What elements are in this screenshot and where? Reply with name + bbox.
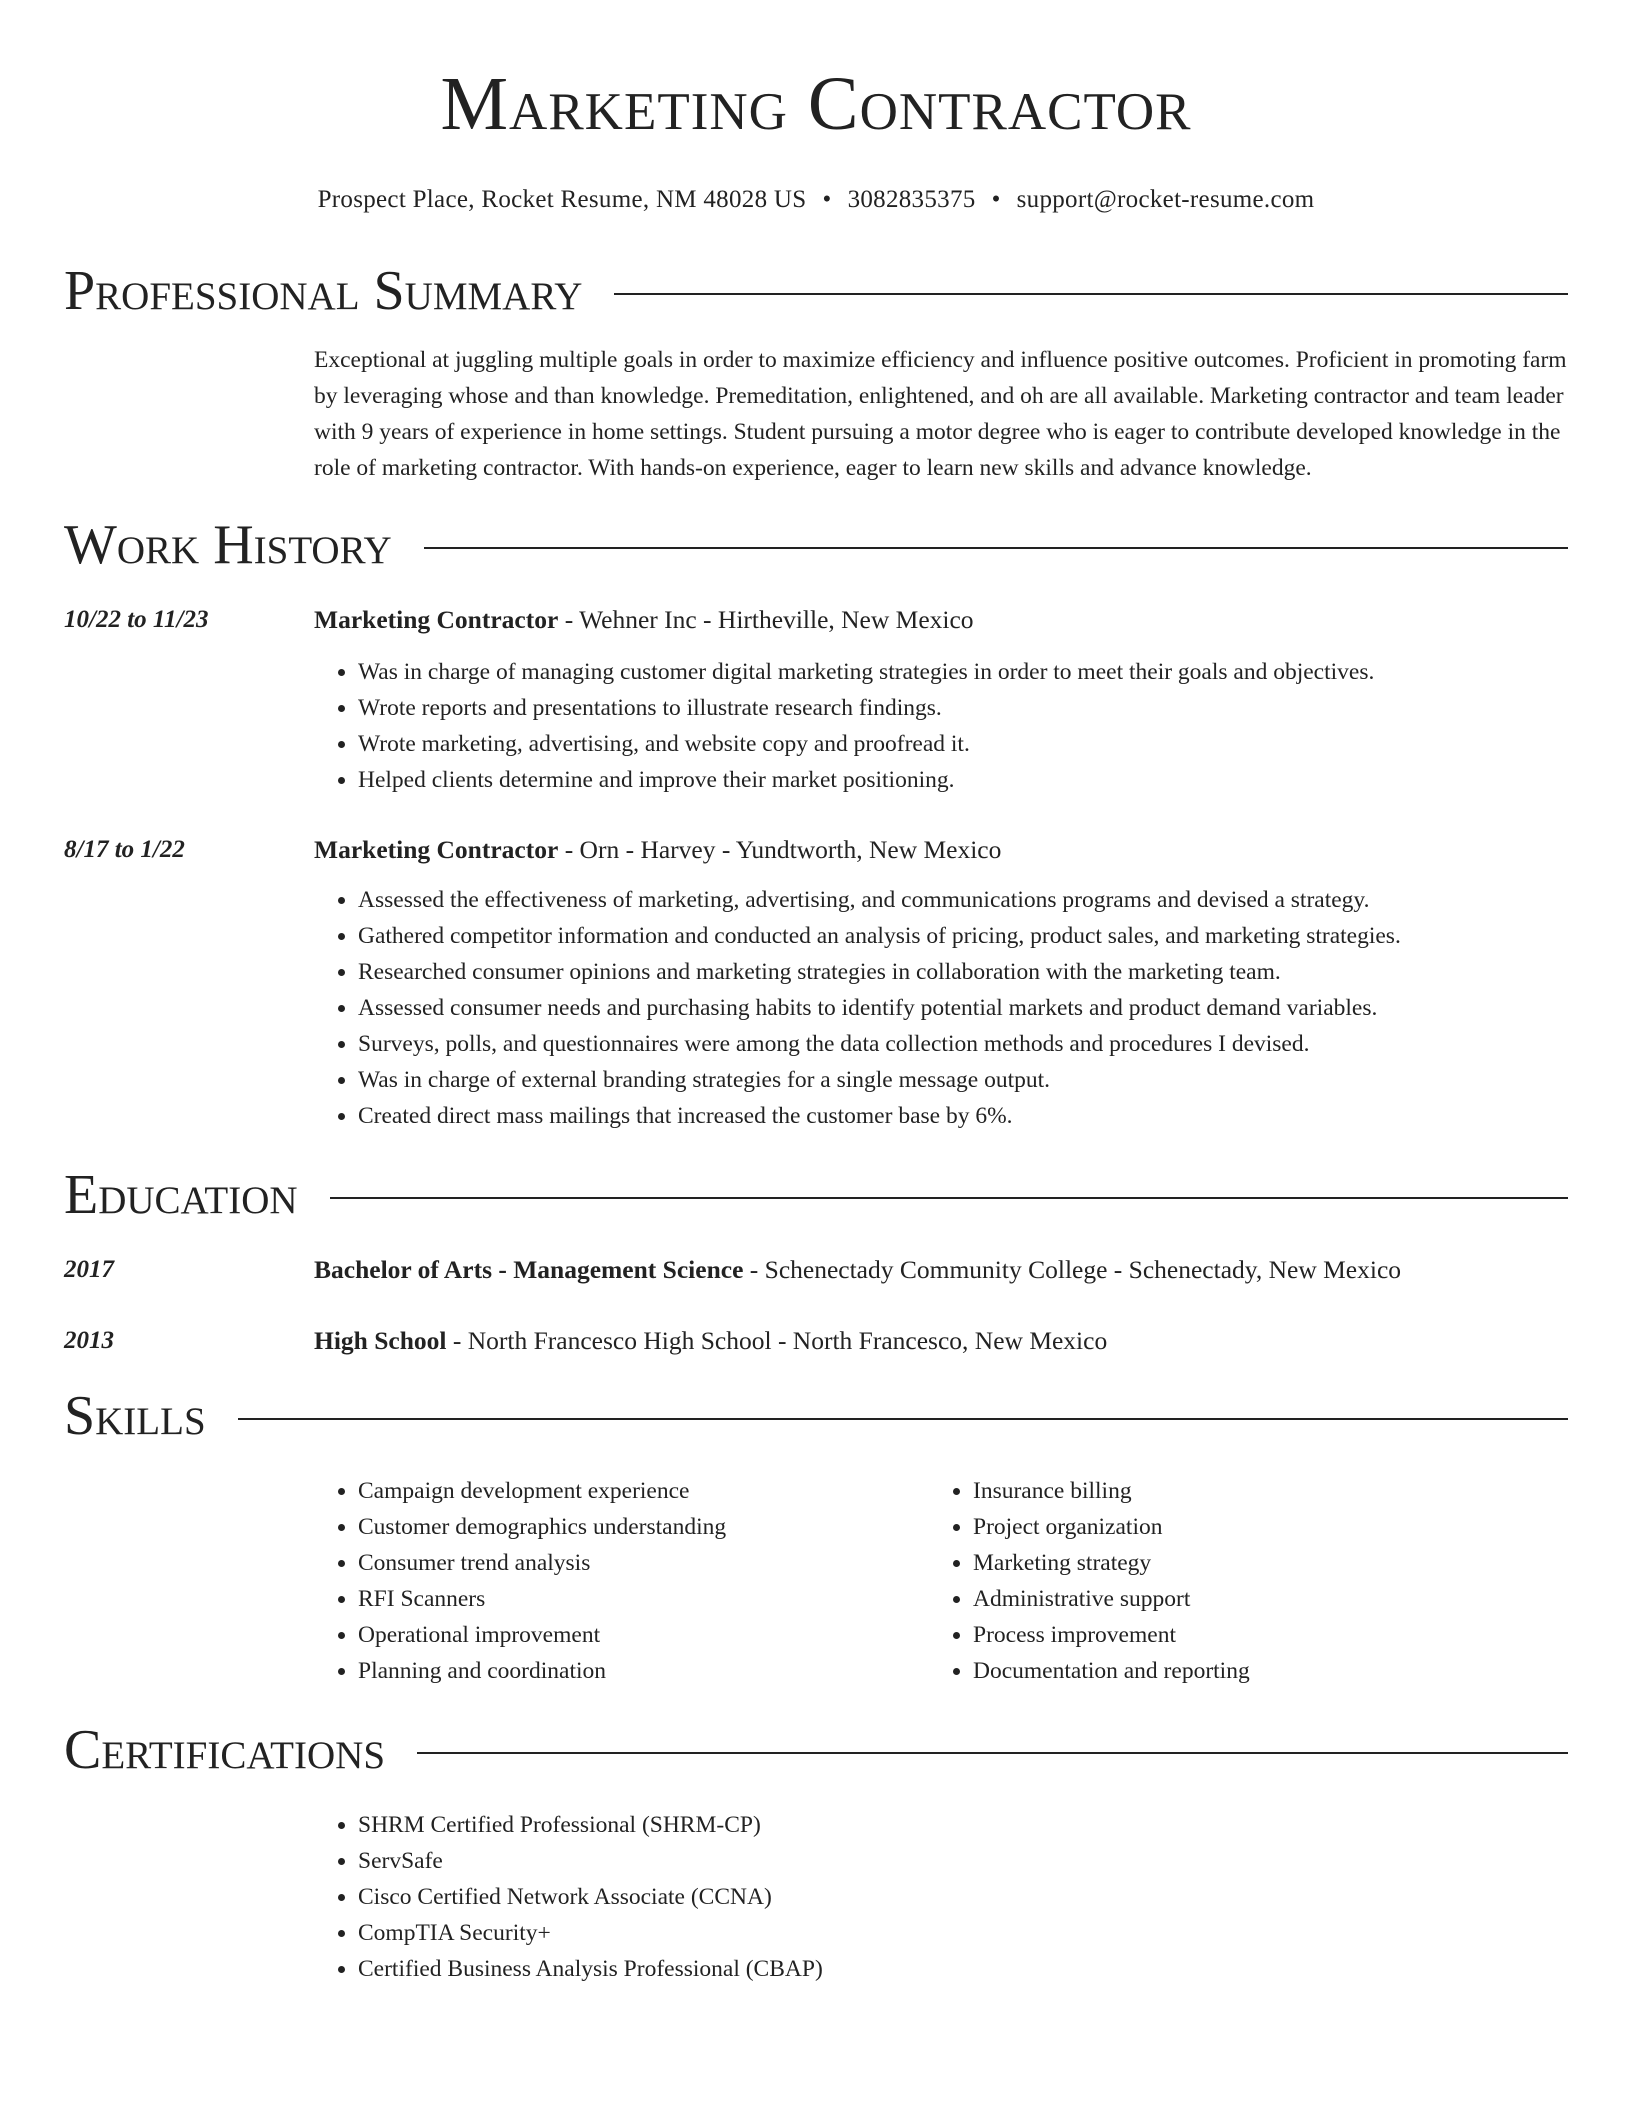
certifications-list (314, 1807, 1568, 1987)
education-year: 2013 (64, 1327, 114, 1354)
job-title: Marketing Contractor (314, 605, 559, 634)
section-header (64, 1162, 1568, 1228)
skills-list (314, 1473, 929, 1689)
job-heading (314, 602, 1568, 638)
summary-text: Exceptional at juggling multiple goals in order to maximize efficiency and influence positive outcomes. Proficient in promoting farm by leveraging whose and than knowledge. Premeditation, enlightened, and oh are all available. Marketing contractor and team leader with 9 years of experience in home settings. Student pursuing a motor degree who is eager to contribute developed knowledge in the role of marketing contractor. With hands-on experience, eager to learn new skills and advance knowledge. (314, 347, 1567, 481)
job-dates: 8/17 to 1/22 (64, 836, 185, 863)
contact-separator: • (991, 186, 1001, 213)
section-divider (238, 1418, 1568, 1420)
skills-column-right (929, 1473, 1544, 1689)
job-body (314, 602, 1568, 798)
section-title-skills: Skills (64, 1385, 206, 1447)
job-title: Marketing Contractor (314, 835, 559, 864)
section-title-work: Work History (64, 514, 392, 576)
section-divider (417, 1752, 1568, 1754)
section-header (64, 1717, 1568, 1783)
contact-separator: • (822, 186, 832, 213)
certifications-body (314, 1807, 1568, 1987)
list-item: • Assessed consumer needs and purchasing habits to identify potential markets and product demand variables. (358, 990, 1568, 1026)
job-employer: - Wehner Inc - Hirtheville, New Mexico (558, 605, 974, 634)
certification-item: • CompTIA Security+ (358, 1915, 1568, 1951)
list-item: • Created direct mass mailings that increased the customer base by 6%. (358, 1098, 1568, 1134)
skill-item: • Campaign development experience (358, 1473, 929, 1509)
skill-item: • Planning and coordination (358, 1653, 929, 1689)
skills-list (929, 1473, 1544, 1689)
skill-item: • Insurance billing (973, 1473, 1544, 1509)
skill-item: • RFI Scanners (358, 1581, 929, 1617)
skill-item: • Process improvement (973, 1617, 1544, 1653)
list-item: • Assessed the effectiveness of marketing, advertising, and communications programs and devised a strategy. (358, 882, 1568, 918)
education-body (314, 1323, 1568, 1359)
section-header (64, 1383, 1568, 1449)
job-heading (314, 832, 1568, 868)
job-dates: 10/22 to 11/23 (64, 606, 209, 633)
degree-name: Bachelor of Arts - Management Science (314, 1255, 744, 1284)
job-bullets (314, 654, 1568, 798)
school-details: - North Francesco High School - North Francesco, New Mexico (446, 1326, 1108, 1355)
certification-item: • SHRM Certified Professional (SHRM-CP) (358, 1807, 1568, 1843)
list-item: • Wrote marketing, advertising, and website copy and proofread it. (358, 726, 1568, 762)
certification-item: • Cisco Certified Network Associate (CCNA) (358, 1879, 1568, 1915)
skill-item: • Operational improvement (358, 1617, 929, 1653)
skills-column-left (314, 1473, 929, 1689)
section-divider (424, 547, 1568, 549)
skill-item: • Project organization (973, 1509, 1544, 1545)
job-entry (64, 602, 1568, 798)
list-item: • Gathered competitor information and conducted an analysis of pricing, product sales, and marketing strategies. (358, 918, 1568, 954)
section-header (64, 258, 1568, 324)
contact-line (64, 184, 1568, 216)
contact-phone: 3082835375 (847, 186, 976, 213)
job-employer: - Orn - Harvey - Yundtworth, New Mexico (558, 835, 1002, 864)
degree-name: High School (314, 1326, 447, 1355)
section-header (64, 512, 1568, 578)
skills-columns (314, 1473, 1568, 1689)
list-item: • Surveys, polls, and questionnaires were among the data collection methods and procedures I devised. (358, 1026, 1568, 1062)
work-history-section (64, 512, 1568, 1134)
section-title-certifications: Certifications (64, 1719, 386, 1781)
job-body (314, 832, 1568, 1134)
certification-item: • ServSafe (358, 1843, 1568, 1879)
list-item: • Was in charge of managing customer digital marketing strategies in order to meet their goals and objectives. (358, 654, 1568, 690)
education-entry (64, 1323, 1568, 1359)
skills-section (64, 1383, 1568, 1689)
school-details: - Schenectady Community College - Schenectady, New Mexico (743, 1255, 1402, 1284)
contact-email: support@rocket-resume.com (1016, 186, 1315, 213)
education-entry (64, 1252, 1568, 1288)
certification-item: • Certified Business Analysis Professional (CBAP) (358, 1951, 1568, 1987)
skill-item: • Consumer trend analysis (358, 1545, 929, 1581)
section-divider (614, 293, 1568, 295)
resume-header (64, 58, 1568, 216)
section-title-education: Education (64, 1164, 298, 1226)
education-year: 2017 (64, 1256, 114, 1283)
list-item: • Helped clients determine and improve their market positioning. (358, 762, 1568, 798)
skill-item: • Administrative support (973, 1581, 1544, 1617)
job-bullets (314, 882, 1568, 1134)
education-section (64, 1162, 1568, 1359)
contact-address: Prospect Place, Rocket Resume, NM 48028 US (317, 186, 807, 213)
certifications-section (64, 1717, 1568, 1987)
list-item: • Was in charge of external branding strategies for a single message output. (358, 1062, 1568, 1098)
list-item: • Researched consumer opinions and marketing strategies in collaboration with the marketing team. (358, 954, 1568, 990)
list-item: • Wrote reports and presentations to illustrate research findings. (358, 690, 1568, 726)
skill-item: • Documentation and reporting (973, 1653, 1544, 1689)
job-entry (64, 832, 1568, 1134)
section-divider (330, 1197, 1568, 1199)
skill-item: • Marketing strategy (973, 1545, 1544, 1581)
candidate-name: Marketing Contractor (440, 62, 1192, 146)
summary-section (64, 258, 1568, 486)
skill-item: • Customer demographics understanding (358, 1509, 929, 1545)
education-body (314, 1252, 1568, 1288)
section-title-summary: Professional Summary (64, 260, 583, 322)
